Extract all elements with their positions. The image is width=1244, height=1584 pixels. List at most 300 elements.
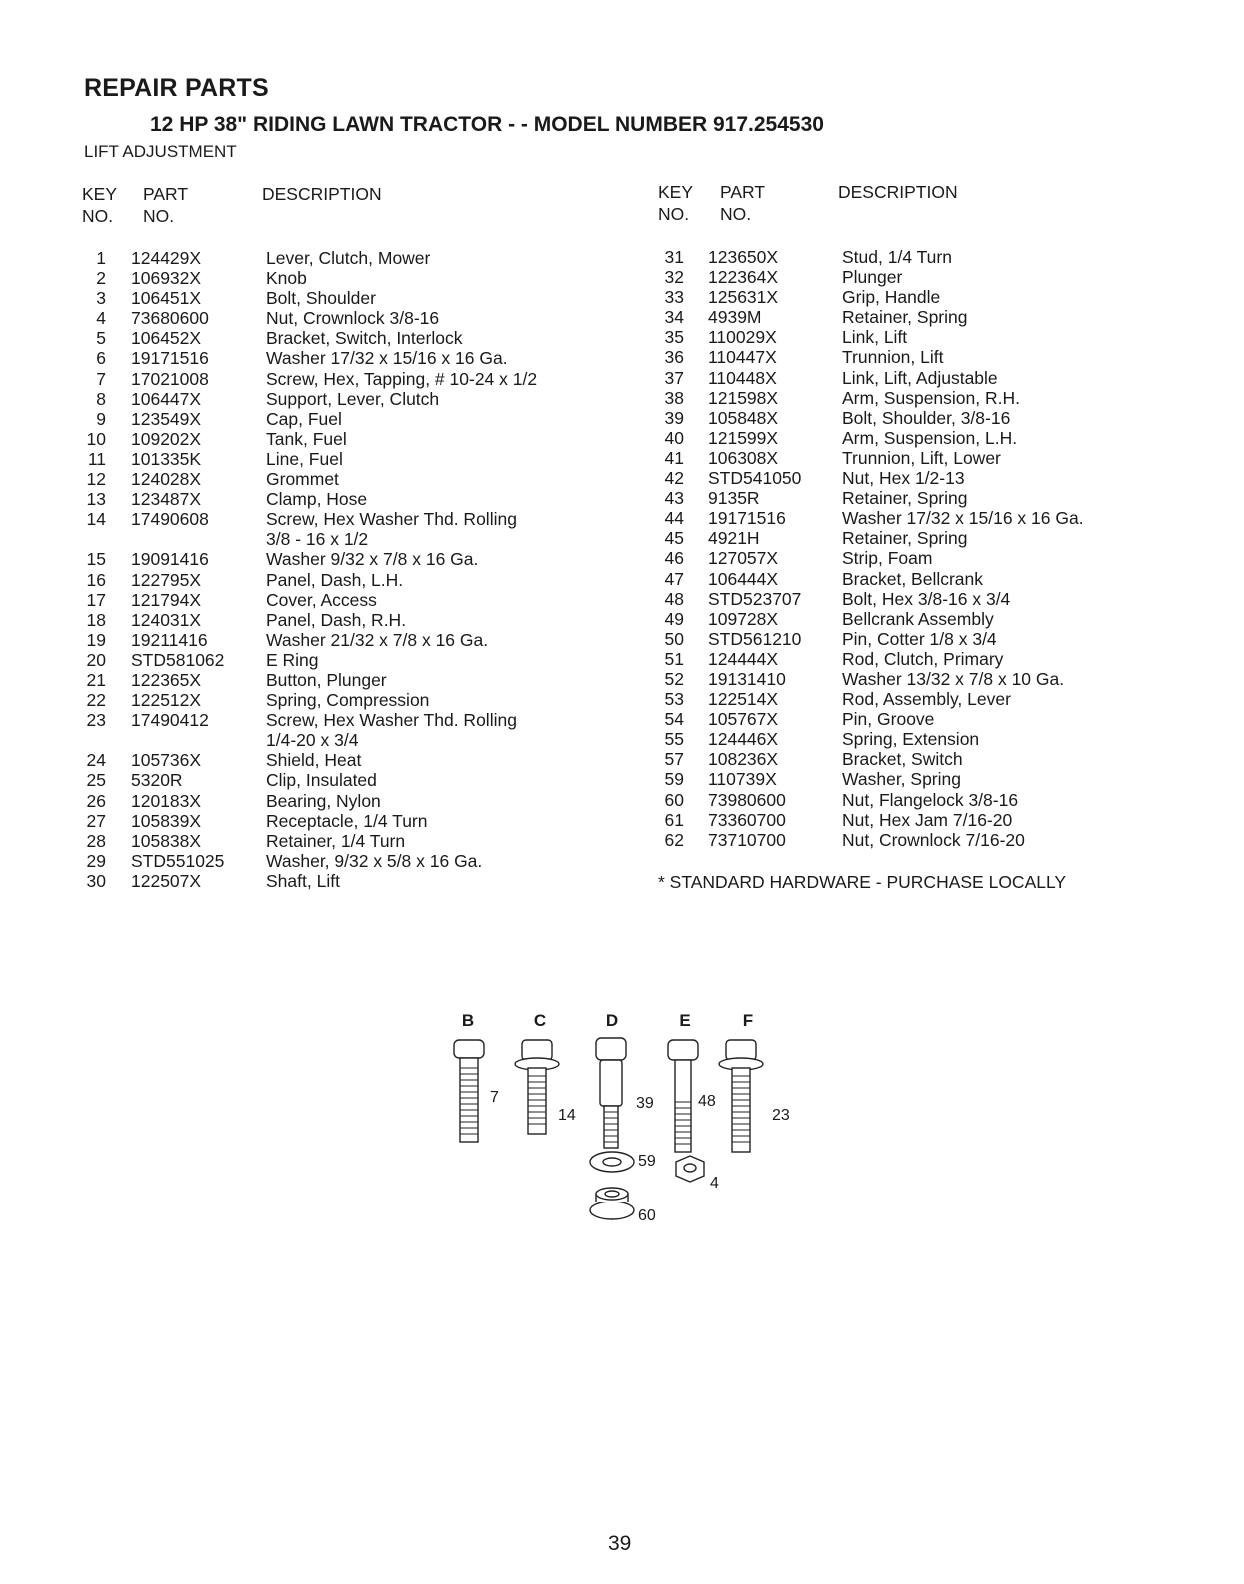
bolt-f-icon — [719, 1040, 763, 1152]
part-description-line: Washer, 9/32 x 5/8 x 16 Ga. — [266, 850, 483, 871]
part-description — [842, 769, 961, 789]
part-description — [842, 548, 932, 568]
part-description — [266, 851, 482, 871]
table-row — [78, 770, 618, 790]
key-header-right — [658, 181, 693, 225]
part-description-line: Retainer, 1/4 Turn — [266, 830, 406, 851]
part-number: 110029X — [708, 327, 777, 348]
table-row — [78, 630, 618, 650]
part-number: 109202X — [131, 428, 202, 449]
table-row — [656, 448, 1216, 468]
key-number: 42 — [664, 468, 684, 489]
table-row — [656, 528, 1216, 548]
part-description-line: Plunger — [842, 267, 903, 288]
table-row — [78, 369, 618, 389]
part-description — [266, 750, 361, 770]
part-description — [266, 570, 403, 590]
part-description-line: Trunnion, Lift — [842, 347, 944, 368]
part-description — [266, 710, 517, 750]
parts-list-left — [78, 248, 618, 891]
part-description-line: Panel, Dash, L.H. — [266, 569, 404, 590]
callout-48: 48 — [698, 1093, 716, 1110]
part-number: 19131410 — [708, 668, 786, 689]
part-number: 9135R — [708, 488, 760, 509]
key-number: 4 — [96, 308, 106, 329]
table-row — [78, 489, 618, 509]
key-number: 54 — [664, 709, 684, 730]
part-description-line: Bolt, Shoulder — [266, 288, 376, 309]
part-description-line: Bolt, Shoulder, 3/8-16 — [842, 407, 1011, 428]
table-row — [656, 408, 1216, 428]
table-row — [78, 610, 618, 630]
part-description-line: Link, Lift, Adjustable — [842, 367, 998, 388]
table-row — [78, 328, 618, 348]
table-row — [656, 267, 1216, 287]
key-number: 13 — [86, 489, 106, 510]
part-description-line: Washer 17/32 x 15/16 x 16 Ga. — [842, 508, 1084, 529]
table-row — [656, 669, 1216, 689]
part-description-line: Screw, Hex, Tapping, # 10-24 x 1/2 — [266, 368, 538, 389]
table-row — [78, 650, 618, 670]
part-number: 109728X — [708, 608, 779, 629]
part-description — [266, 690, 429, 710]
key-number: 7 — [96, 368, 106, 389]
part-description — [842, 569, 983, 589]
part-description-line: Washer 9/32 x 7/8 x 16 Ga. — [266, 549, 479, 570]
part-description — [842, 488, 968, 508]
key-number: 1 — [96, 248, 106, 268]
part-description — [842, 790, 1018, 810]
table-row — [78, 429, 618, 449]
part-header-right — [720, 181, 765, 225]
part-description — [266, 549, 478, 569]
part-description-line: Trunnion, Lift, Lower — [842, 447, 1001, 468]
part-number: 17490412 — [131, 710, 209, 731]
part-description — [842, 830, 1025, 850]
table-row — [656, 790, 1216, 810]
part-description-line: Grip, Handle — [842, 287, 941, 308]
part-description-line: Stud, 1/4 Turn — [842, 247, 952, 267]
part-description — [842, 468, 965, 488]
key-number: 21 — [86, 669, 106, 690]
key-header — [82, 183, 117, 227]
part-description-line: Screw, Hex Washer Thd. Rolling — [266, 710, 517, 731]
part-description-line: Nut, Hex Jam 7/16-20 — [842, 809, 1013, 830]
part-number: STD551025 — [131, 850, 225, 871]
part-number: 105838X — [131, 830, 202, 851]
part-description-line: Cap, Fuel — [266, 408, 342, 429]
part-number: 19091416 — [131, 549, 209, 570]
part-number: 124429X — [131, 248, 202, 268]
key-number: 29 — [86, 850, 106, 871]
table-row — [78, 590, 618, 610]
part-description — [266, 670, 387, 690]
part-description-line: Retainer, Spring — [842, 488, 968, 509]
part-number: 122514X — [708, 689, 779, 710]
part-header-line2: NO. — [143, 206, 175, 226]
key-number: 9 — [96, 408, 106, 429]
key-number: 41 — [664, 447, 684, 468]
table-row — [78, 409, 618, 429]
part-number: 17021008 — [131, 368, 209, 389]
part-description-line: Panel, Dash, R.H. — [266, 609, 407, 630]
part-description-line: Bolt, Hex 3/8-16 x 3/4 — [842, 588, 1011, 609]
key-number: 12 — [86, 469, 106, 490]
table-row — [656, 307, 1216, 327]
part-description — [266, 871, 340, 891]
key-number: 17 — [86, 589, 106, 610]
spring-washer-icon — [590, 1152, 634, 1172]
part-description-line: Bracket, Switch — [842, 749, 963, 770]
table-row — [78, 389, 618, 409]
key-number: 33 — [664, 287, 684, 308]
letter-c: C — [533, 1011, 547, 1030]
key-number: 8 — [96, 388, 106, 409]
part-header-line1: PART — [143, 184, 189, 204]
part-description — [266, 369, 537, 389]
key-number: 49 — [664, 608, 684, 629]
part-number: 124444X — [708, 648, 779, 669]
part-number: STD541050 — [708, 468, 802, 489]
key-number: 16 — [86, 569, 106, 590]
part-description — [842, 810, 1012, 830]
callout-14: 14 — [558, 1107, 576, 1124]
part-header-right-line1: PART — [720, 182, 766, 202]
bolt-e-icon — [668, 1040, 698, 1152]
callout-4: 4 — [710, 1175, 719, 1192]
table-row — [78, 811, 618, 831]
callout-23: 23 — [772, 1107, 790, 1124]
table-row — [656, 830, 1216, 850]
table-row — [656, 629, 1216, 649]
part-description-line: Cover, Access — [266, 589, 377, 610]
part-number: 105848X — [708, 407, 779, 428]
key-number: 27 — [86, 810, 106, 831]
callout-39: 39 — [636, 1095, 654, 1112]
callout-60: 60 — [638, 1207, 656, 1224]
part-description — [266, 348, 508, 368]
part-description — [266, 590, 377, 610]
part-number: 106444X — [708, 568, 779, 589]
part-description-line: Knob — [266, 268, 307, 289]
table-row — [656, 488, 1216, 508]
key-number: 10 — [86, 428, 106, 449]
key-number: 30 — [86, 870, 106, 891]
part-description-line: Tank, Fuel — [266, 428, 347, 449]
flange-nut-icon — [590, 1188, 634, 1219]
part-number: 105839X — [131, 810, 202, 831]
table-row — [78, 549, 618, 569]
part-number: STD523707 — [708, 588, 802, 609]
part-number: 105767X — [708, 709, 779, 730]
hardware-diagram — [440, 1010, 800, 1250]
part-description — [266, 389, 439, 409]
key-number: 39 — [664, 407, 684, 428]
part-number: 124031X — [131, 609, 202, 630]
key-number: 62 — [664, 829, 684, 850]
part-description-line: Spring, Extension — [842, 729, 980, 750]
part-description — [842, 247, 952, 267]
key-number: 34 — [664, 307, 684, 328]
table-row — [656, 287, 1216, 307]
table-row — [656, 769, 1216, 789]
part-description — [266, 811, 427, 831]
part-description — [266, 248, 430, 268]
table-row — [656, 589, 1216, 609]
part-number: 124028X — [131, 469, 202, 490]
table-row — [656, 368, 1216, 388]
part-description — [842, 729, 979, 749]
table-row — [656, 388, 1216, 408]
key-number: 47 — [664, 568, 684, 589]
part-description-line: E Ring — [266, 649, 319, 670]
table-row — [78, 710, 618, 750]
part-description — [266, 328, 462, 348]
part-description — [266, 610, 406, 630]
letter-b: B — [461, 1011, 475, 1030]
part-description-line: Washer 17/32 x 15/16 x 16 Ga. — [266, 348, 508, 369]
callout-7: 7 — [490, 1089, 499, 1106]
bolt-b-icon — [454, 1040, 484, 1142]
part-number: 101335K — [131, 448, 202, 469]
key-header-line2: NO. — [82, 206, 114, 226]
part-number: 19211416 — [131, 629, 208, 650]
part-description — [266, 288, 376, 308]
part-number: 127057X — [708, 548, 779, 569]
part-number: 106452X — [131, 328, 202, 349]
key-number: 19 — [86, 629, 106, 650]
part-number: 122507X — [131, 870, 202, 891]
part-description — [842, 347, 944, 367]
key-header-line1: KEY — [82, 184, 118, 204]
part-number: 4921H — [708, 528, 760, 549]
part-description — [266, 831, 405, 851]
table-row — [656, 729, 1216, 749]
part-description-line: Bellcrank Assembly — [842, 608, 994, 629]
part-description — [842, 448, 1001, 468]
key-number: 40 — [664, 427, 684, 448]
part-description-line: Pin, Cotter 1/8 x 3/4 — [842, 628, 997, 649]
part-description — [266, 770, 377, 790]
table-row — [78, 268, 618, 288]
part-number: 121794X — [131, 589, 202, 610]
table-row — [656, 649, 1216, 669]
table-row — [656, 749, 1216, 769]
part-description — [266, 429, 347, 449]
part-description — [266, 268, 307, 288]
crownlock-nut-icon — [676, 1156, 704, 1182]
part-description — [842, 327, 907, 347]
footnote: * STANDARD HARDWARE - PURCHASE LOCALLY — [658, 872, 1067, 892]
key-number: 53 — [664, 689, 684, 710]
part-number: 121598X — [708, 387, 779, 408]
part-description-line: Clip, Insulated — [266, 770, 377, 791]
section-title: LIFT ADJUSTMENT — [84, 142, 237, 161]
part-description-line: Washer 21/32 x 7/8 x 16 Ga. — [266, 629, 489, 650]
part-description — [266, 509, 517, 549]
key-number: 20 — [86, 649, 106, 670]
table-row — [78, 851, 618, 871]
part-header — [143, 183, 188, 227]
part-number: 5320R — [131, 770, 183, 791]
table-row — [656, 247, 1216, 267]
part-description — [266, 449, 343, 469]
part-number: 123650X — [708, 247, 779, 267]
part-description — [266, 489, 367, 509]
part-description — [842, 609, 994, 629]
table-row — [78, 348, 618, 368]
part-description — [266, 650, 319, 670]
table-row — [656, 689, 1216, 709]
part-description-line: Rod, Assembly, Lever — [842, 689, 1011, 710]
part-description-line: Line, Fuel — [266, 448, 343, 469]
part-number: 123487X — [131, 489, 202, 510]
table-row — [656, 327, 1216, 347]
key-number: 22 — [86, 690, 106, 711]
table-row — [656, 347, 1216, 367]
part-number: 122512X — [131, 690, 202, 711]
key-number: 5 — [96, 328, 106, 349]
part-description-line: Retainer, Spring — [842, 528, 968, 549]
part-number: 73710700 — [708, 829, 786, 850]
part-description-line: Bearing, Nylon — [266, 790, 381, 811]
table-row — [656, 468, 1216, 488]
part-number: STD561210 — [708, 628, 802, 649]
key-number: 6 — [96, 348, 106, 369]
part-number: 123549X — [131, 408, 202, 429]
part-description-line: Strip, Foam — [842, 548, 933, 569]
part-header-right-line2: NO. — [720, 204, 752, 224]
table-row — [656, 609, 1216, 629]
part-description-line: Shaft, Lift — [266, 870, 340, 891]
table-row — [78, 308, 618, 328]
key-number: 46 — [664, 548, 684, 569]
key-header-right-line1: KEY — [658, 182, 694, 202]
part-number: 121599X — [708, 427, 779, 448]
part-description-line: Bracket, Bellcrank — [842, 568, 984, 589]
part-number: 110739X — [708, 769, 777, 790]
part-description-line: Nut, Crownlock 3/8-16 — [266, 308, 440, 329]
key-number: 51 — [664, 648, 684, 669]
part-number: 106308X — [708, 447, 779, 468]
key-number: 23 — [86, 710, 106, 731]
part-description-line2: 3/8 - 16 x 1/2 — [266, 529, 369, 550]
table-row — [78, 509, 618, 549]
part-number: 73980600 — [708, 789, 786, 810]
part-description-line: Nut, Crownlock 7/16-20 — [842, 829, 1025, 850]
part-description-line: Rod, Clutch, Primary — [842, 648, 1004, 669]
part-description — [842, 589, 1010, 609]
part-number: 4939M — [708, 307, 762, 328]
part-description — [266, 630, 488, 650]
part-number: 120183X — [131, 790, 202, 811]
part-description — [842, 528, 968, 548]
table-row — [656, 810, 1216, 830]
key-number: 11 — [87, 448, 106, 469]
table-row — [78, 449, 618, 469]
part-description-line: Nut, Hex 1/2-13 — [842, 468, 965, 489]
part-description-line: Arm, Suspension, L.H. — [842, 427, 1018, 448]
page-number: 39 — [608, 1532, 632, 1555]
key-number: 45 — [664, 528, 684, 549]
table-row — [78, 690, 618, 710]
bolt-c-icon — [515, 1040, 559, 1134]
part-description-line: Link, Lift — [842, 327, 908, 348]
key-number: 38 — [664, 387, 684, 408]
page-title: REPAIR PARTS — [84, 74, 269, 102]
key-number: 25 — [86, 770, 106, 791]
key-number: 52 — [664, 668, 684, 689]
model-subtitle: 12 HP 38" RIDING LAWN TRACTOR - - MODEL NUMBER 917.254530 — [150, 113, 824, 136]
key-number: 14 — [86, 509, 106, 530]
table-row — [78, 791, 618, 811]
table-row — [78, 871, 618, 891]
part-description — [842, 629, 997, 649]
table-row — [78, 288, 618, 308]
part-description-line: Bracket, Switch, Interlock — [266, 328, 463, 349]
part-number: 122795X — [131, 569, 202, 590]
key-number: 61 — [664, 809, 684, 830]
table-row — [78, 750, 618, 770]
part-description-line: Washer, Spring — [842, 769, 961, 790]
part-description-line: Nut, Flangelock 3/8-16 — [842, 789, 1019, 810]
bolt-d-icon — [596, 1038, 626, 1148]
part-description-line: Shield, Heat — [266, 750, 362, 771]
part-number: 110447X — [708, 347, 777, 368]
part-description-line2: 1/4-20 x 3/4 — [266, 730, 359, 751]
table-row — [78, 248, 618, 268]
part-description — [842, 749, 963, 769]
key-number: 55 — [664, 729, 684, 750]
part-number: STD581062 — [131, 649, 225, 670]
table-row — [78, 570, 618, 590]
description-header: DESCRIPTION — [262, 184, 382, 204]
part-number: 106447X — [131, 388, 202, 409]
part-number: 122364X — [708, 267, 779, 288]
part-description — [842, 307, 968, 327]
key-number: 2 — [96, 268, 106, 289]
part-number: 19171516 — [131, 348, 209, 369]
part-description — [266, 409, 342, 429]
part-description-line: Support, Lever, Clutch — [266, 388, 440, 409]
key-number: 60 — [664, 789, 684, 810]
key-number: 3 — [96, 288, 106, 309]
key-number: 24 — [86, 750, 106, 771]
part-description — [842, 649, 1003, 669]
part-description-line: Retainer, Spring — [842, 307, 968, 328]
part-description — [842, 689, 1011, 709]
table-row — [78, 831, 618, 851]
part-description — [842, 368, 998, 388]
table-row — [656, 508, 1216, 528]
part-number: 110448X — [708, 367, 777, 388]
part-number: 17490608 — [131, 509, 209, 530]
part-number: 124446X — [708, 729, 779, 750]
description-header-right: DESCRIPTION — [838, 182, 958, 202]
parts-list-right — [656, 247, 1216, 850]
key-number: 44 — [664, 508, 684, 529]
part-description-line: Washer 13/32 x 7/8 x 10 Ga. — [842, 668, 1065, 689]
part-description — [842, 267, 902, 287]
part-number: 122365X — [131, 669, 202, 690]
letter-d: D — [605, 1011, 619, 1030]
table-row — [656, 569, 1216, 589]
part-description-line: Screw, Hex Washer Thd. Rolling — [266, 509, 517, 530]
key-number: 57 — [664, 749, 684, 770]
key-number: 35 — [664, 327, 684, 348]
part-description — [842, 508, 1084, 528]
table-row — [656, 548, 1216, 568]
